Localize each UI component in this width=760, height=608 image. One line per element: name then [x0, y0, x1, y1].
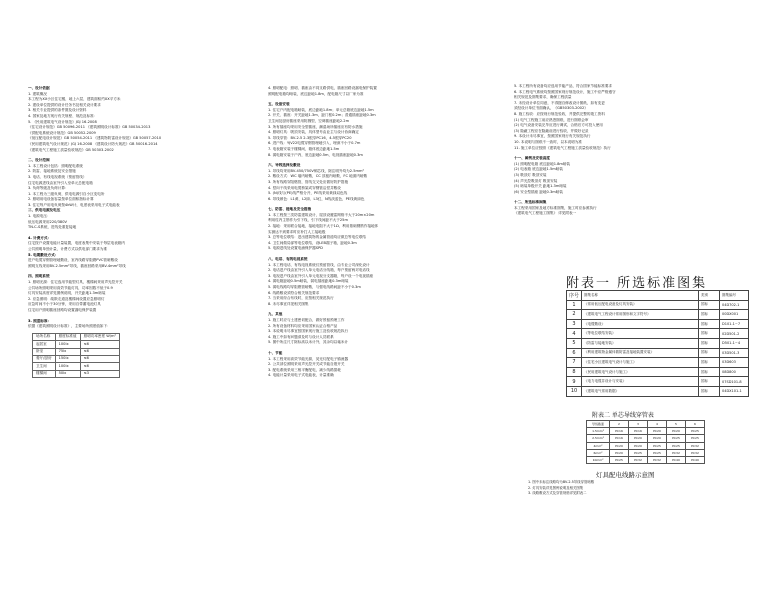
text-line: 3. 所有插座均采用安全型插座，潮湿场所插座应有防水措施 [268, 124, 363, 129]
text-line: 1. 本工程设计包括：照明配电系统 [28, 163, 83, 168]
text-line: 1. 本工程电话、有线电视系统仅预留管线，由专业公司深化设计 [268, 262, 370, 267]
diagram-note: 3. 线路敷设方式及穿管规格详见附表二 [528, 491, 587, 496]
text-line: 1. 本工程按三类防雷建筑设计，屋顶设避雷网格不大于20m×20m [268, 212, 375, 217]
table-cell: 卫生间 [33, 363, 56, 370]
wire-cell: PC25 [667, 442, 686, 449]
text-line: 2. 敷设方式：WC 墙内暗敷，CC 顶板内暗敷，FC 地面内暗敷 [268, 174, 368, 179]
wire-cell: 3 [629, 421, 648, 428]
wire-cell: 2 [610, 421, 629, 428]
text-line: 8. 弱电箱安装于户内，底边距地0.5m，电视插座距地0.3m [268, 152, 363, 157]
wire-cell: PC25 [667, 435, 686, 442]
text-line: 1. 建筑概况 [28, 91, 47, 96]
text-line: 2. 应急照明：疏散走道及楼梯间设置应急照明灯 [28, 296, 105, 301]
appendix-cell-type: 国标 [699, 300, 720, 310]
appendix-cell-code: 03D501-3 [720, 348, 749, 358]
wire-cell: 10mm² [587, 456, 610, 463]
section-heading: 二、设计范围 [28, 158, 50, 163]
text-line: 公共场所照明采用高效节能灯具，功率因数不低于0.9 [28, 285, 113, 290]
appendix-cell-name: 《电力电缆井设计与安装》 [582, 377, 699, 387]
appendix-cell-type: 国标 [699, 348, 720, 358]
wire-row [587, 421, 705, 428]
wire-cell: PC40 [686, 456, 705, 463]
text-line: 6. 本工程电气系统均按照国家现行规范设计，施工中应严格遵守 [514, 89, 616, 94]
text-line: 公共照明单独计量，计费方式以供电部门要求为准 [28, 247, 108, 252]
appendix-row [567, 367, 749, 377]
text-line: 5. 本工程所有设备均应选用节能产品，符合国家节能标准要求 [514, 84, 613, 88]
text-line: 10. 本说明与图纸不一致时，以本说明为准 [514, 139, 582, 144]
text-line: 《低压配电设计规范》GB 50054-2011 《建筑物防雷设计规范》GB 50057-2010 [28, 136, 162, 141]
appendix-cell-idx: 10 [567, 386, 582, 396]
text-line: (1) 照明配电箱 底边距地1.8m暗装 [514, 161, 571, 166]
section-heading: 4. 计费方式： [28, 235, 52, 240]
text-line: 4. 照明灯具：吸顶安装，具体型号由业主与设计协商确定 [268, 130, 359, 135]
section-heading: 四、照明系统 [28, 274, 50, 279]
notes-column-1 [28, 86, 178, 381]
table-cell: ≤3 [80, 370, 119, 377]
text-line: 利用柱内主筋作为引下线，引下线间距不大于25m [268, 218, 348, 223]
wire-cell: 4 [648, 421, 667, 428]
text-line: 1. 本工程为三级负荷，供电电源引自小区变电所 [28, 191, 105, 196]
table-row [33, 341, 120, 348]
appendix-row [567, 348, 749, 358]
table-cell: 50lx [55, 370, 80, 377]
appendix-row [567, 329, 749, 339]
text-line: 住宅电源进线由室外引入至单元总配电箱 [28, 180, 93, 185]
text-line: 《建筑电气工程施工图集》 详见附表一 [514, 211, 577, 216]
appendix-header-row [567, 291, 749, 301]
text-line: 3. 配电系统采用三相平衡配电，减少线路损耗 [268, 367, 341, 372]
appendix-cell-idx: 9 [567, 377, 582, 387]
wire-row [587, 456, 705, 463]
appendix-row [567, 377, 749, 387]
text-line: 6. 进户线：YJV22电缆穿钢管埋地引入，埋深不小于0.7m [268, 141, 361, 146]
wire-cell: PC20 [610, 449, 629, 456]
text-line: 4. 竖向干线采用电缆桥架或穿钢管沿竖井敷设 [268, 185, 341, 190]
notes-column-2 [268, 86, 474, 379]
text-line: (2) 电气设备安装完毕应进行调试，合格后方可投入使用 [514, 123, 603, 128]
text-line: 5. (N)线与(PE)线严格分开，PE线采用黄绿双色线 [268, 191, 348, 196]
text-line: 5. 图中所注尺寸除标高以米计外，其余均以毫米计 [268, 340, 349, 345]
text-line: (4) 声光控吸顶灯 吸顶安装 [514, 178, 558, 183]
appendix-cell-idx: 5 [567, 338, 582, 348]
appendix-cell-name: 《利用建筑物金属体做防雷及接地装置安装》 [582, 348, 699, 358]
text-line: (3) 吸顶灯 吸顶安装 [514, 172, 547, 177]
appendix-cell-type: 国标 [699, 386, 720, 396]
text-line: 照明支线采用BV-2.5mm²导线，插座回路采用BV-4mm²导线 [28, 263, 126, 268]
appendix-cell-type: 国标 [699, 377, 720, 387]
section-heading: 十二、所选标准图集 [514, 200, 547, 205]
table-cell: 照度标准值 [55, 333, 80, 340]
text-line: (5) 暗装单极开关 距地1.3m暗装 [514, 184, 567, 189]
appendix-cell-code: 00DX001 [720, 310, 749, 320]
appendix-cell-code: 03D603 [720, 358, 749, 368]
appendix-cell-name: 《建筑电气工程设计常用图形和文字符号》 [582, 310, 699, 320]
table-row [33, 363, 120, 370]
appendix-row [567, 319, 749, 329]
appendix-cell-code: D501-1~4 [720, 338, 749, 348]
text-line: 低压电源采用220/380V [28, 219, 67, 224]
appendix-cell-code: 04D702-1 [720, 300, 749, 310]
appendix-cell-type: 国标 [699, 329, 720, 339]
wire-row [587, 449, 705, 456]
text-line: 3. 电视进户线由室外引入单元电视分支器箱，每户设一个电视插座 [268, 273, 374, 278]
text-line: 1. 导线均采用BV-450/750V铜芯线，除注明外均为2.5mm² [268, 168, 364, 173]
table-row [33, 333, 120, 340]
text-line: 2. 公共部位照明采用声光控开关或节能自熄开关 [268, 362, 345, 367]
text-line: 11. 施工单位应按照《建筑电气工程施工质量验收规范》执行 [514, 145, 611, 150]
appendix-cell-name: 《常用低压配电设备及灯具安装》 [582, 300, 699, 310]
wire-cell: PC25 [610, 456, 629, 463]
text-line: 本工程为XX小区住宅楼，地上六层，建筑面积约XX平方米 [28, 97, 121, 102]
text-line: (3) 隐蔽工程应在隐蔽前进行验收，并做好记录 [514, 128, 589, 133]
text-line: 3. 相关专业提供的条件图及设计资料 [28, 108, 87, 113]
appendix-title: 附表一 所选标准图集 [566, 276, 708, 291]
appendix-row [567, 310, 749, 320]
text-line: 住宅按户设置电能计量装置，电度表集中安装于每层电表箱内 [28, 241, 126, 246]
text-line: 7. 未经设计单位同意，不得擅自修改设计图纸，如有变更 [514, 100, 605, 105]
text-line: 7. 当采用综合布线时，应按相关规范执行 [268, 296, 334, 301]
appendix-cell-idx: 6 [567, 348, 582, 358]
text-line: 4. 电能计量采用电子式电能表，计量准确 [268, 373, 334, 378]
text-line: 相关规范及图集要求，确保工程质量 [514, 95, 572, 100]
wire-cell: PC25 [686, 428, 705, 435]
text-line: 4. 施工中如有问题请及时与设计人员联系 [268, 334, 334, 339]
appendix-table [566, 290, 749, 397]
appendix-cell-code: 08D800 [720, 367, 749, 377]
table-cell: 餐厅/厨房 [33, 355, 56, 362]
text-line: 本工程采用国家及地方标准图集，施工时应参照执行 [514, 205, 597, 210]
appendix-cell-type: 国标 [699, 358, 720, 368]
wire-cell: PC20 [648, 435, 667, 442]
text-line: 2. 建设单位提供的设计任务书及相关设计要求 [28, 102, 101, 107]
text-line: 4. 弱电箱距地0.5m暗装，弱电插座距地0.3m暗装 [268, 279, 349, 284]
wire-cell: 2.5mm² [587, 435, 610, 442]
text-line: 1. 住宅户内配电箱暗装，底边距地1.8m；单元总箱底边距地1.5m [268, 107, 374, 112]
appendix-cell-idx: 2 [567, 310, 582, 320]
section-heading: 十、节能 [268, 350, 283, 355]
wire-cell: PC25 [648, 449, 667, 456]
text-line: 《建筑电气工程施工质量验收规范》GB 50303-2002 [28, 147, 114, 152]
section-heading: 六、导线选择及敷设 [268, 163, 301, 168]
text-line: 2. 照明用电设备容量按单位面积指标计算 [28, 197, 94, 202]
table-cell: ≤6 [80, 341, 119, 348]
text-line: 实测达不到要求时应补打人工接地极 [268, 229, 326, 234]
appendix-cell-name: 《等电位联结安装》 [582, 329, 699, 339]
text-line: 2. 开关、插座：开关距地1.3m，距门框0.2m；普通插座距地0.3m [268, 113, 376, 118]
text-line: TN-C-S系统，进线处重复接地 [28, 225, 77, 230]
text-line: 8. 施工验收：应按现行规范验收，并提供完整的竣工资料 [514, 111, 605, 116]
text-line: 应急时间不小于30分钟，采用自带蓄电池灯具 [28, 302, 101, 307]
wire-table [586, 420, 705, 464]
wire-cell: 5 [667, 421, 686, 428]
section-heading: 5. 电缆敷设方式： [28, 252, 59, 257]
table-cell: 照明功率密度 W/m² [80, 333, 119, 340]
text-line: 6. 导线颜色：L1黄、L2绿、L3红，N线淡蓝色，PE线黄绿色 [268, 196, 365, 201]
wire-cell: PC20 [648, 428, 667, 435]
text-line: 4. 国家及地方现行有关规程、规范及标准： [28, 113, 98, 118]
appendix-header-code: 图集编号 [720, 291, 749, 301]
text-line: 2. 电话进户线由室外引入单元电话分线箱，每户预留两对电话线 [268, 268, 370, 273]
text-line: (1) 电气工程施工前应熟悉图纸，进行图纸会审 [514, 117, 589, 122]
table-row [33, 348, 120, 355]
text-line: 6. 线路敷设须符合相关规范要求 [268, 290, 320, 295]
wire-cell: PC32 [629, 456, 648, 463]
wire-cell: PC40 [667, 456, 686, 463]
text-line: 4. 卫生间做局部等电位联结，设LEB端子箱，距地0.3m [268, 240, 357, 245]
wire-cell: PC32 [686, 449, 705, 456]
wire-row [587, 435, 705, 442]
appendix-cell-name: 《电缆敷设》 [582, 319, 699, 329]
wire-table-title: 附表二 单芯导线穿管表 [592, 412, 654, 419]
appendix-cell-code: D101-1~7 [720, 319, 749, 329]
text-line: 须经设计单位书面确认，《GB50303-2002》 [514, 106, 588, 111]
section-heading: 3. 照度标准： [28, 318, 52, 323]
section-heading: 九、其他 [268, 312, 283, 317]
text-line: 进户电缆穿钢管埋地敷设，室内线路穿阻燃PVC管暗敷设 [28, 258, 118, 263]
appendix-cell-idx: 3 [567, 319, 582, 329]
text-line: 4. 照明配电：照明、插座由不同支路供电，插座回路设漏电保护装置 [268, 86, 377, 90]
text-line: 《住宅设计规范》GB 50096-2011 《建筑照明设计标准》GB 50034-2013 [28, 125, 151, 130]
table-cell: ≤6 [80, 355, 119, 362]
table-cell: 场所名称 [33, 333, 56, 340]
text-line: 5. 弱电线路均穿阻燃管暗敷，与强电线路间距不小于0.3m [268, 285, 361, 289]
wire-cell: PC32 [686, 442, 705, 449]
appendix-cell-idx: 7 [567, 358, 582, 368]
table-cell: 起居室 [33, 341, 56, 348]
wire-row [587, 442, 705, 449]
notes-column-3 [514, 84, 730, 217]
appendix-cell-name: 《住宅小区建筑电气设计与施工》 [582, 358, 699, 368]
text-line: 1. 照明光源：住宅选用节能型灯具，楼梯间采用声光控开关 [28, 280, 123, 284]
appendix-cell-type: 国标 [699, 319, 720, 329]
text-line: 《民用建筑电气设计规范》JGJ 16-2008 《建筑设计防火规范》GB 50016-2014 [28, 141, 158, 146]
diagram-note: 1. 图中未标注线路均为BV-2.5导线穿管暗敷 [528, 480, 595, 484]
appendix-row [567, 386, 749, 396]
appendix-cell-code: 02D501-2 [720, 329, 749, 339]
text-line: 3. 电话、有线电视系统（预留管线） [28, 174, 87, 179]
appendix-row [567, 300, 749, 310]
text-line: 8. 未尽事宜详见相关图集 [268, 301, 309, 306]
table-cell: 100lx [55, 341, 80, 348]
wire-cell: PC20 [629, 442, 648, 449]
appendix-header-type: 类别 [699, 291, 720, 301]
text-line: 7. 电表箱安装于楼梯间，箱体底边距地1.5m [268, 146, 340, 151]
text-line: 1. 本工程采用高效节能光源，荧光灯配电子镇流器 [268, 356, 349, 361]
illumination-table [32, 333, 120, 378]
section-heading: 八、电话、有线电视系统 [268, 257, 308, 262]
table-cell: ≤6 [80, 348, 119, 355]
appendix-cell-name: 《建筑电气常用数据》 [582, 386, 699, 396]
diagram-title: 灯具配电线路示意图 [596, 471, 655, 479]
text-line: (2) 电表箱 底边距地1.5m暗装 [514, 167, 563, 172]
wire-cell: PC20 [610, 442, 629, 449]
wire-cell: PC25 [648, 442, 667, 449]
table-cell: 150lx [55, 355, 80, 362]
section-heading: 三、供电电源及电压 [28, 208, 61, 213]
appendix-cell-idx: 8 [567, 367, 582, 377]
table-row [33, 355, 120, 362]
text-line: 住宅用户照明插座回路均设置漏电保护装置 [28, 307, 97, 312]
appendix-row [567, 358, 749, 368]
wire-cell: PC20 [667, 428, 686, 435]
text-line: 5. 导线穿管：BV-2.5 2-3根穿PC16，4-5根穿PC20 [268, 135, 352, 140]
appendix-cell-name: 《防雷与接地安装》 [582, 338, 699, 348]
text-line: 3. 本说明未尽事宜按国家现行施工及验收规范执行 [268, 329, 349, 334]
text-line: (6) 安全型插座 距地0.3m暗装 [514, 189, 563, 194]
wire-cell: 6mm² [587, 449, 610, 456]
text-line: 5. 电源进线处设置电涌保护器SPD [268, 246, 323, 251]
diagram-notes [528, 480, 594, 497]
appendix-cell-idx: 4 [567, 329, 582, 339]
table-cell: ≤6 [80, 363, 119, 370]
wire-cell: PC25 [686, 435, 705, 442]
appendix-cell-idx: 1 [567, 300, 582, 310]
appendix-row [567, 338, 749, 348]
text-line: 1. 施工时应与土建密切配合，做好预留预埋工作 [268, 317, 345, 322]
appendix-cell-code: 04DX101-1 [720, 386, 749, 396]
text-line: 3. 负荷等级及负荷计算： [28, 186, 69, 191]
wire-cell: 1.5mm² [587, 428, 610, 435]
text-line: 3. 总等电位联结：进出建筑物的金属管道均应做总等电位联结 [268, 235, 367, 240]
appendix-cell-type: 国标 [699, 367, 720, 377]
wire-row [587, 428, 705, 435]
wire-cell: PC16 [610, 435, 629, 442]
section-heading: 七、防雷、接地及安全措施 [268, 207, 312, 212]
diagram-note: 2. 灯具安装详见图例说明及相关图集 [528, 485, 584, 490]
section-heading: 十一、图例及安装高度 [514, 156, 550, 161]
appendix-header-name: 图集名称 [582, 291, 699, 301]
table-cell: 100lx [55, 363, 80, 370]
appendix-cell-type: 国标 [699, 310, 720, 320]
text-line: 2. 防雷、接地系统及安全措施 [28, 169, 76, 174]
text-line: 依据《建筑照明设计标准》，主要场所照度值如下： [28, 324, 111, 329]
table-cell: 75lx [55, 348, 80, 355]
wire-cell: 6 [686, 421, 705, 428]
text-line: 《供配电系统设计规范》GB 50052-2009 [28, 130, 96, 135]
wire-cell: 4mm² [587, 442, 610, 449]
appendix-header-idx: 序号 [567, 291, 582, 301]
appendix-cell-code: 07SD101-8 [720, 377, 749, 387]
appendix-cell-type: 国标 [699, 338, 720, 348]
text-line: 2. 所有设备材料均应采用国家认证合格产品 [268, 323, 338, 328]
wire-cell: PC16 [629, 428, 648, 435]
wire-cell: PC32 [648, 456, 667, 463]
text-line: 卫生间及厨房插座采用防溅型，空调插座距地2.2m [268, 118, 350, 123]
text-line: 灯具安装高度详见图例说明，开关距地1.3m暗装 [28, 291, 106, 296]
text-line: 3. 住宅每户用电负荷按4kW计，电度表采用电子式电能表 [28, 202, 120, 207]
wire-cell: 导线截面 [587, 421, 610, 428]
wire-cell: PC32 [667, 449, 686, 456]
appendix-cell-name: 《民用建筑电气设计与施工》 [582, 367, 699, 377]
table-cell: 楼梯间 [33, 370, 56, 377]
text-line: 9. 本设计未尽事宜，按照国家现行有关规范执行 [514, 134, 591, 139]
text-line: 1. 电源电压： [28, 214, 51, 219]
section-heading: 五、设备安装 [268, 102, 290, 107]
table-cell: 卧室 [33, 348, 56, 355]
wire-cell: PC16 [610, 428, 629, 435]
wire-cell: PC20 [629, 435, 648, 442]
wire-cell: PC25 [629, 449, 648, 456]
text-line: 2. 接地：采用联合接地，接地电阻不大于1Ω，利用基础钢筋作接地体 [268, 224, 379, 229]
table-row [33, 370, 120, 377]
text-line: 照明配电箱均暗装，底边距地1.8m，配电箱尺寸以厂家为准 [268, 91, 364, 96]
text-line: 3. 所有线路穿阻燃管，管线交叉处应做好防护措施 [268, 179, 349, 184]
text-line: 5. 《民用建筑电气设计规范》JGJ 16-2008 [28, 119, 97, 124]
section-heading: 一、设计依据 [28, 86, 50, 90]
